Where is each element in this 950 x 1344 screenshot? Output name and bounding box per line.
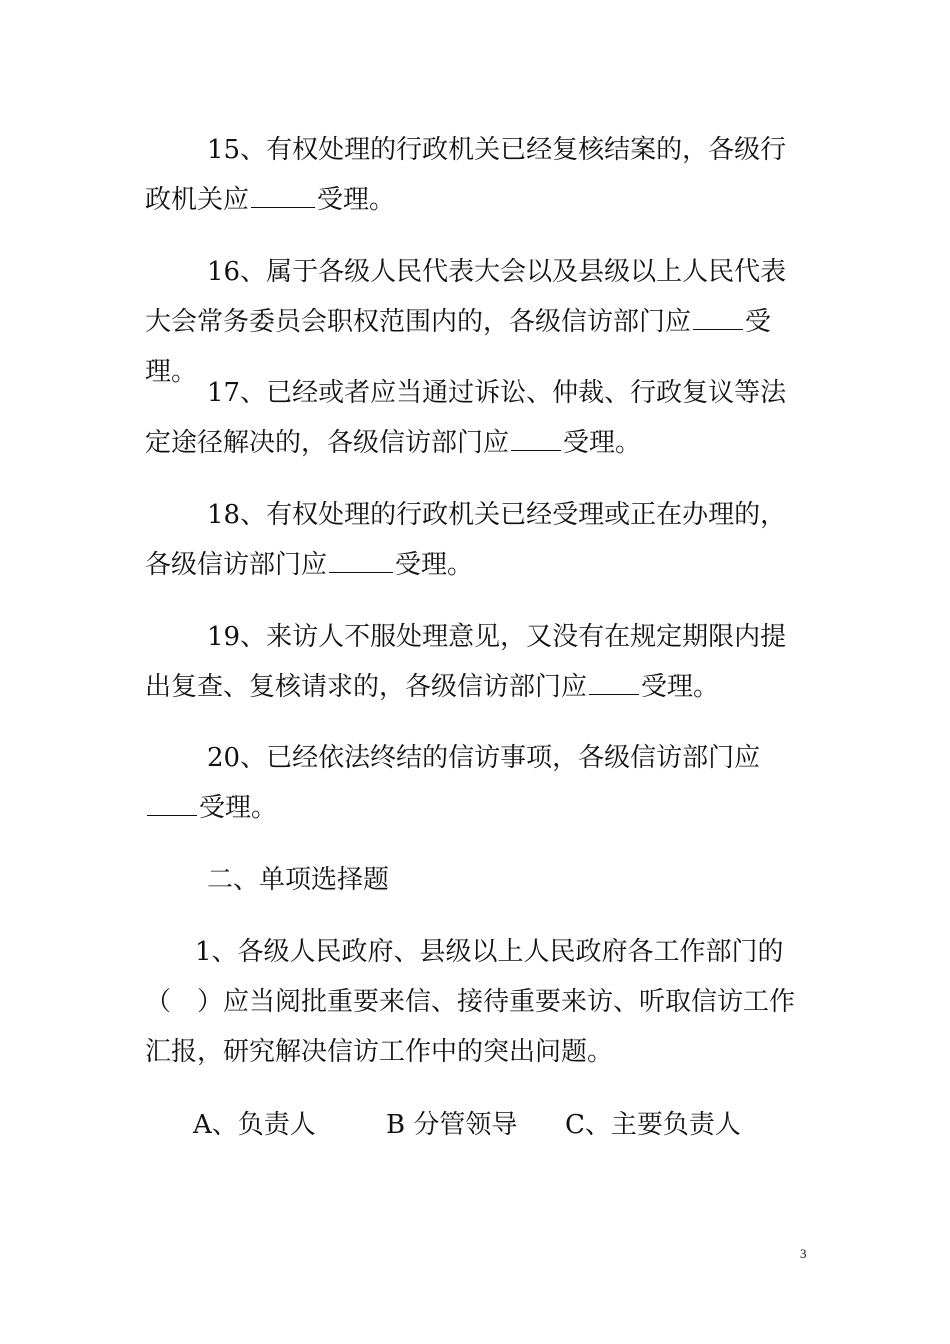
question-20-text: 20、已经依法终结的信访事项，各级信访部门应 bbox=[207, 743, 761, 773]
question-18-text: 18、有权处理的行政机关已经受理或正在办理的，各级信访部门应 bbox=[145, 500, 787, 580]
page-number: 3 bbox=[800, 1246, 807, 1261]
question-15 bbox=[145, 125, 810, 225]
question-18-tail: 受理。 bbox=[395, 550, 474, 580]
question-17-text: 17、已经或者应当通过诉讼、仲裁、行政复议等法定途径解决的，各级信访部门应 bbox=[145, 378, 787, 458]
question-18 bbox=[145, 490, 810, 590]
question-20 bbox=[145, 733, 810, 833]
question-15-tail: 受理。 bbox=[317, 185, 396, 215]
question-16-text: 16、属于各级人民代表大会以及县级以上人民代表大会常务委员会职权范围内的，各级信访部门应 bbox=[145, 257, 787, 337]
answer-blank bbox=[147, 789, 197, 816]
question-16-tail: 受理。 bbox=[145, 307, 772, 387]
choice-question-1: 1、各级人民政府、县级以上人民政府各工作部门的（ ）应当阅批重要来信、接待重要来访、听取信访工作汇报，研究解决信访工作中的突出问题。 bbox=[145, 937, 796, 1067]
question-19-tail: 受理。 bbox=[641, 672, 720, 702]
answer-blank bbox=[589, 668, 639, 695]
answer-blank bbox=[693, 303, 743, 330]
choice-options bbox=[193, 1100, 741, 1150]
question-19-text: 19、来访人不服处理意见，又没有在规定期限内提出复查、复核请求的，各级信访部门应 bbox=[145, 622, 787, 702]
question-17 bbox=[145, 368, 810, 468]
option-c: C、主要负责人 bbox=[565, 1110, 741, 1140]
question-17-tail: 受理。 bbox=[563, 428, 642, 458]
question-15-text: 15、有权处理的行政机关已经复核结案的，各级行政机关应 bbox=[145, 135, 787, 215]
option-b: B 分管领导 bbox=[386, 1110, 518, 1140]
option-a: A、负责人 bbox=[193, 1110, 316, 1140]
answer-blank bbox=[251, 181, 315, 208]
section-title: 二、单项选择题 bbox=[207, 865, 390, 895]
question-20-tail: 受理。 bbox=[199, 793, 278, 823]
question-19 bbox=[145, 612, 810, 712]
answer-blank bbox=[329, 546, 393, 573]
answer-blank bbox=[511, 424, 561, 451]
